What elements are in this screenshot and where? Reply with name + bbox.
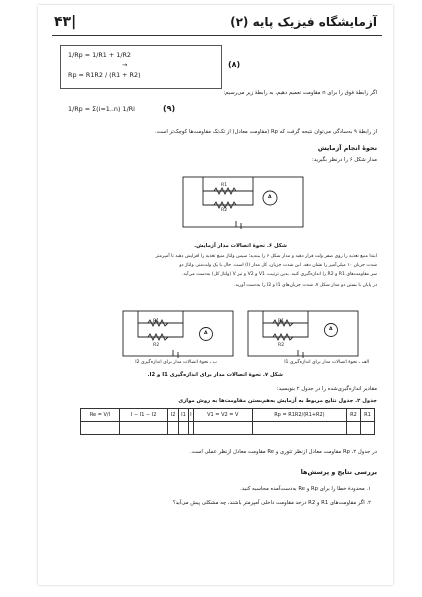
- figure-7b-r1-label: R1: [153, 319, 160, 324]
- table-cell: [81, 422, 120, 435]
- equation-9-number: (۹): [163, 104, 176, 113]
- question-item-1: ۱. محدودهٔ خطا را برای Rp و Re به‌دست‌آمده محاسبه کنید.: [240, 486, 371, 492]
- equation-8-arrow: →: [122, 61, 128, 69]
- figure-6-caption: شکل ۶. نحوهٔ اتصالات مدار آزمایش.: [194, 243, 287, 249]
- table-cell: [168, 422, 178, 435]
- table-header-cell: I: [189, 409, 194, 422]
- table-cell: [360, 422, 374, 435]
- table-cell: [119, 422, 168, 435]
- table-header-cell: R1: [360, 409, 374, 422]
- figure-7a-ammeter-label: A: [329, 327, 333, 332]
- figure-7a-r1-label: R1: [278, 319, 285, 324]
- figure-6-ammeter-label: A: [268, 195, 272, 200]
- table-header-row: [81, 409, 375, 422]
- equation-8-number: (۸): [228, 60, 241, 69]
- paragraph-procedure-4: در پایان با بستن دو مدار شکل ۷، شدت جریان‌های I1 و I2 را به‌دست آورید.: [233, 283, 377, 288]
- table-header-cell: V1 = V2 = V: [193, 409, 252, 422]
- section-heading-questions: بررسی نتایج و پرسش‌ها: [300, 468, 377, 476]
- page-number: ۴۳|: [54, 14, 77, 30]
- table-cell: [252, 422, 346, 435]
- equation-9-formula: 1/Rp = Σ(i=1..n) 1/Ri: [68, 105, 135, 113]
- table-cell: [346, 422, 360, 435]
- table-cell: [193, 422, 252, 435]
- header-rule: [52, 35, 382, 36]
- table-cell: [178, 422, 188, 435]
- figure-6-r2-label: R2: [221, 208, 228, 213]
- figure-7b-r2-label: R2: [153, 343, 160, 348]
- figure-7b-caption: ب ـ نحوهٔ اتصالات مدار برای اندازه‌گیری I2: [135, 360, 217, 365]
- figure-6-r1-label: R1: [221, 183, 228, 188]
- figure-7b-ammeter-label: A: [204, 331, 208, 336]
- book-page: [38, 5, 393, 585]
- table-header-cell: I1: [178, 409, 188, 422]
- table-header-cell: Re = V/I: [81, 409, 120, 422]
- paragraph-table-intro: مقادیر اندازه‌گیری‌شده را در جدول ۲ بنویسید:: [276, 386, 377, 392]
- table-header-cell: Rp = R1R2/(R1+R2): [252, 409, 346, 422]
- paragraph-method-intro: مدار شکل ۶ را درنظر بگیرید:: [312, 157, 377, 163]
- paragraph-compare: در جدول ۲، Rp مقاومت معادل ازنظر تئوری و Re مقاومت معادل ازنظر عملی است.: [190, 449, 377, 455]
- section-heading-method: نحوهٔ انجام آزمایش: [317, 144, 377, 152]
- figure-7-caption: شکل ۷. نحوهٔ اتصالات مدار برای اندازه‌گیری I1 و I2.: [147, 372, 283, 378]
- table-header-cell: I2: [168, 409, 178, 422]
- question-item-2: ۲. اگر مقاومت‌های R1 و R2 درحد مقاومت داخلی آمپرمتر باشند، چه مشکلی پیش می‌آید؟: [172, 500, 371, 506]
- figure-7a-r2-label: R2: [278, 343, 285, 348]
- figure-7a-caption: الف ـ نحوهٔ اتصالات مدار برای اندازه‌گیری I1: [284, 360, 369, 365]
- table-row: [81, 422, 375, 435]
- paragraph-conclusion: از رابطهٔ ۹ به‌سادگی می‌توان نتیجه گرفت که Rp (مقاومت معادل) از تک‌تک مقاومت‌ها کوچک‌تر است.: [155, 129, 377, 135]
- table-2-title: جدول ۲. جدول نتایج مربوط به آزمایش به‌هم‌بستن مقاومت‌ها به روش موازی: [178, 398, 377, 404]
- paragraph-procedure-1: ابتدا منبع تغذیه را روی صفر ولت قرار دهید و مدار شکل ۶ را ببندید؛ سپس ولتاژ منبع تغذیه را افزایش دهید تا آمپرمتر: [155, 254, 377, 259]
- page-header-title: آزمایشگاه فیزیک پایه (۲): [230, 15, 377, 29]
- results-table: [80, 408, 375, 435]
- paragraph-generalize: اگر رابطهٔ فوق را برای n مقاومت تعمیم دهیم، به رابطهٔ زیر می‌رسیم:: [223, 90, 377, 96]
- equation-8-left: 1/Rp = 1/R1 + 1/R2: [68, 51, 132, 59]
- figure-6-circuit: [178, 165, 308, 245]
- paragraph-procedure-3: سر مقاومت‌های R1 و R2 را اندازه‌گیری کنید. بدین ترتیب، V1 و V2 و نیز V (ولتاژ کل) به‌دست می‌آید.: [182, 272, 377, 277]
- paragraph-procedure-2: شدت جریان ۱۰ میلی‌آمپر را نشان دهد. این شدت جریان، کل مدار (I) است. حال با یک ولت‌متر، ولتاژ دو: [179, 263, 377, 268]
- table-header-cell: R2: [346, 409, 360, 422]
- equation-8-right: Rp = R1R2 / (R1 + R2): [68, 71, 141, 79]
- table-header-cell: I − I1 − I2: [119, 409, 168, 422]
